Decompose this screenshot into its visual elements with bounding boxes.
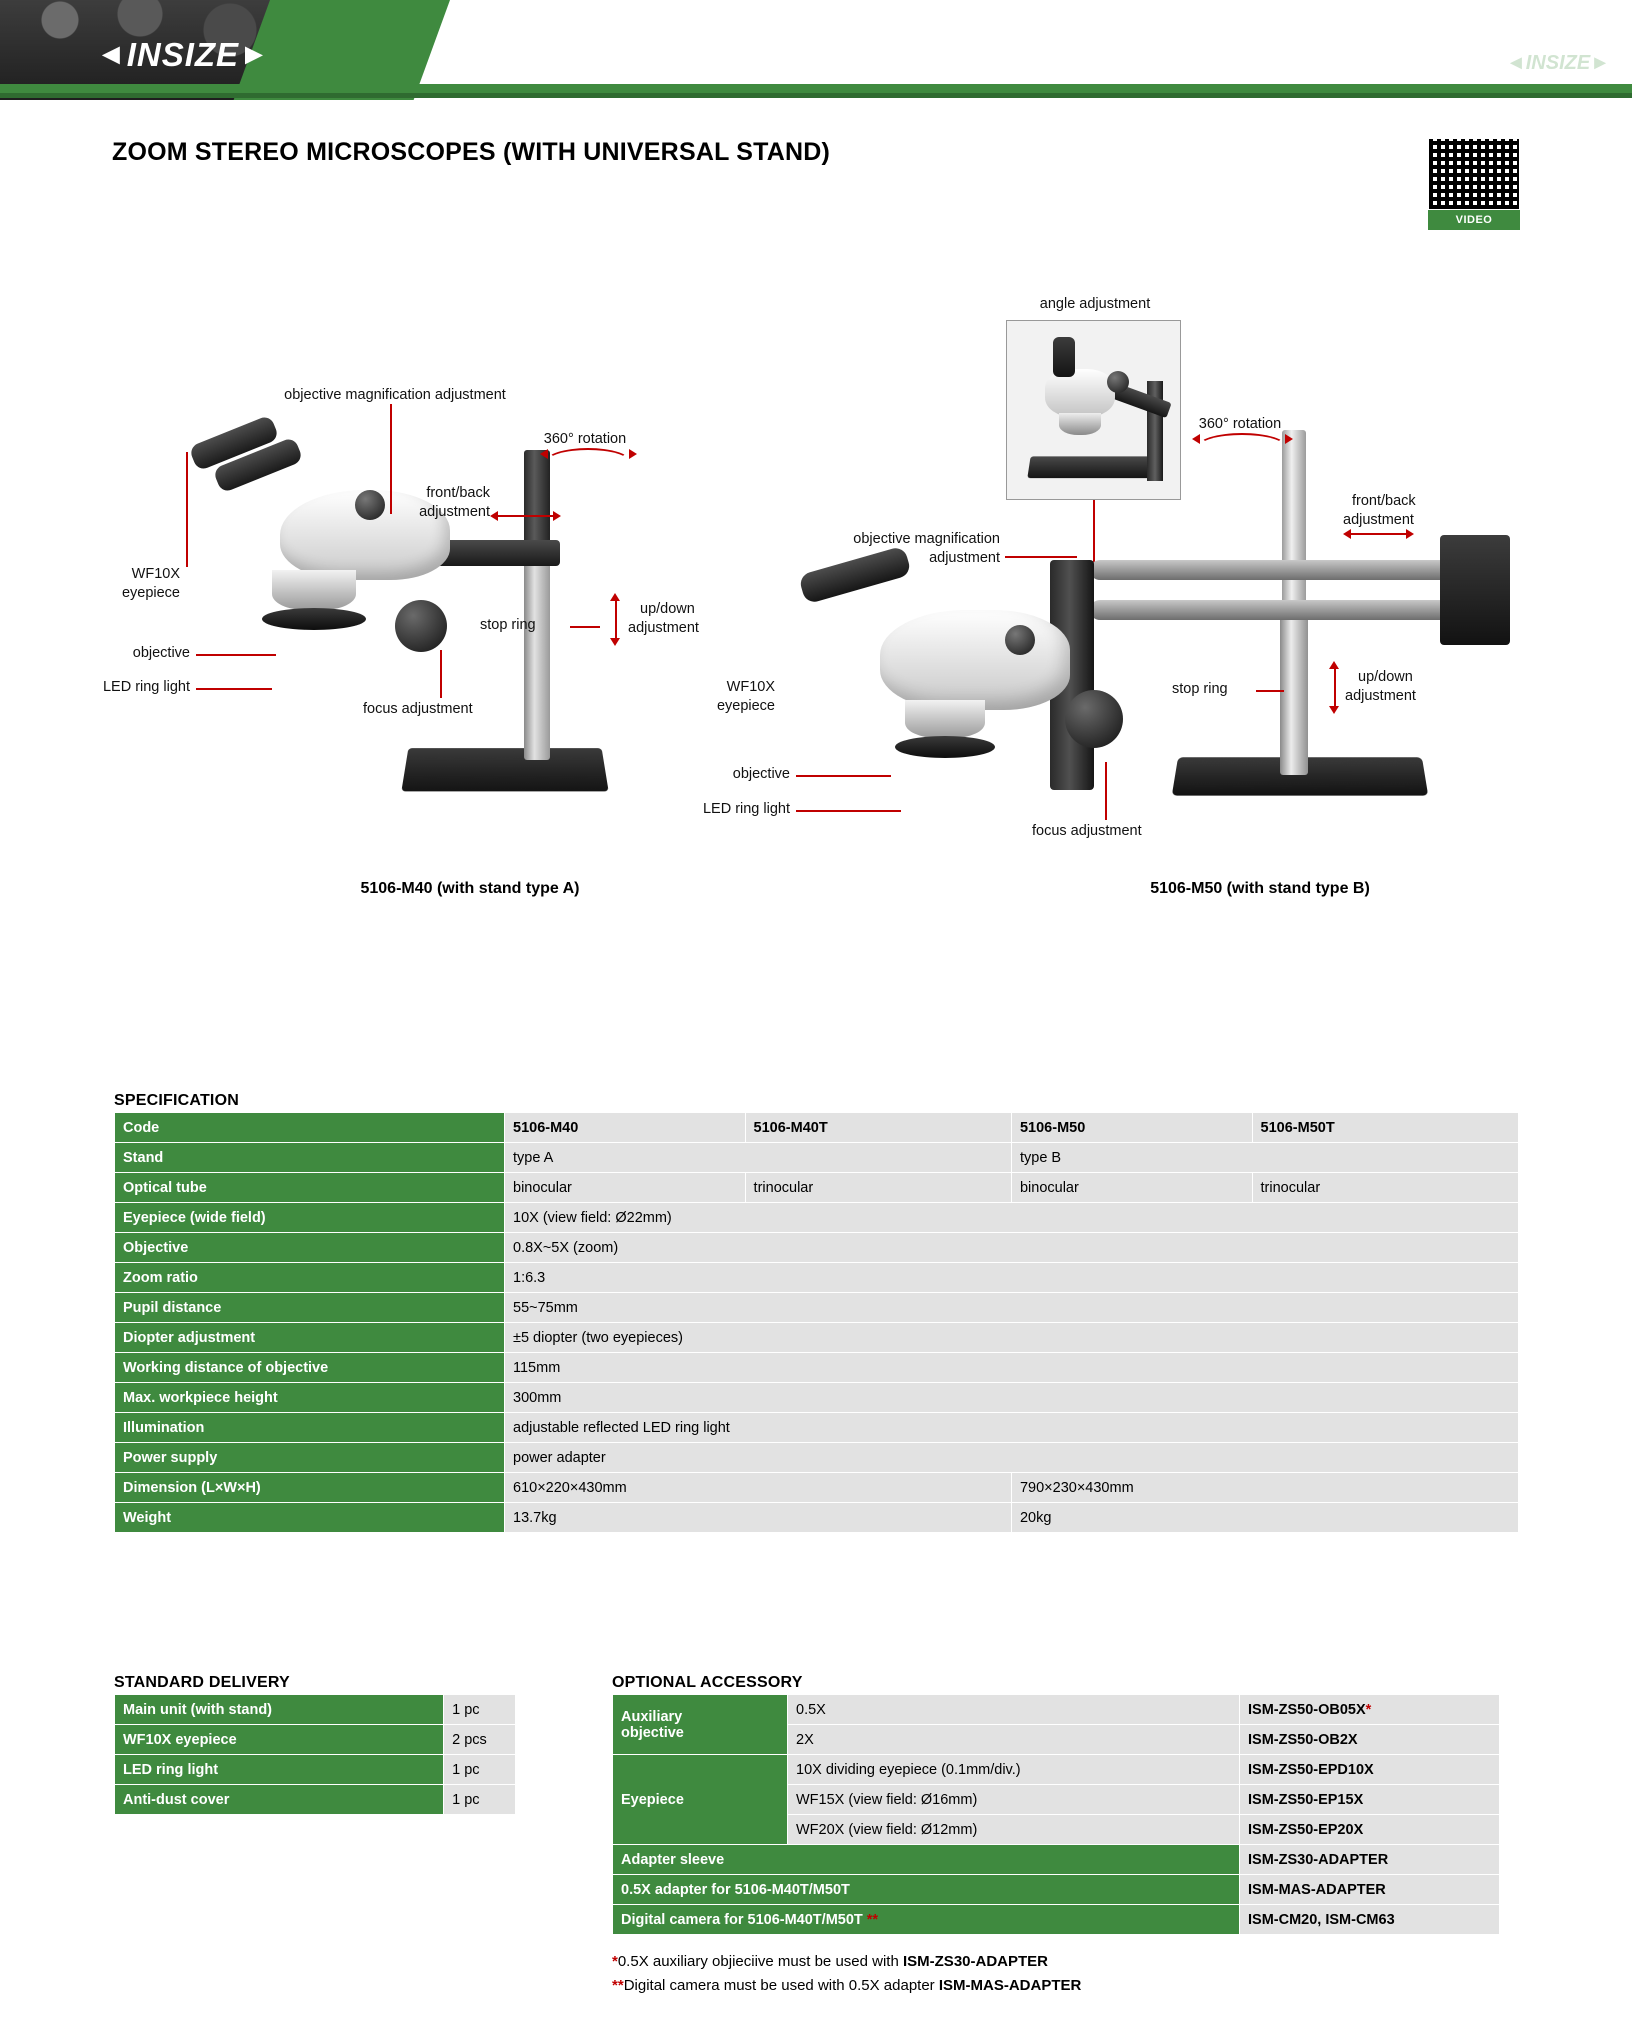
leader-objective-left: [196, 654, 276, 656]
label-up-down-right-line1: up/down: [1358, 669, 1413, 685]
spec-row-label: Optical tube: [115, 1173, 505, 1203]
inset-objective: [1059, 413, 1101, 435]
spec-row-value: 115mm: [505, 1353, 1519, 1383]
spec-row-value: 5106-M50T: [1252, 1113, 1518, 1143]
standard-delivery-title: STANDARD DELIVERY: [114, 1674, 290, 1691]
spec-row-value: trinocular: [1252, 1173, 1518, 1203]
label-focus-adjustment-left: focus adjustment: [363, 701, 473, 717]
optional-accessory-code: ISM-MAS-ADAPTER: [1240, 1875, 1500, 1905]
optional-accessory-description: Digital camera for 5106-M40T/M50T **: [613, 1905, 1240, 1935]
insize-logo-watermark: [1506, 52, 1610, 75]
stand-b-objective: [905, 700, 985, 738]
footnote-2-code: ISM-MAS-ADAPTER: [938, 1977, 1082, 1994]
spec-row: [115, 1173, 1519, 1203]
down-arrow-left: [610, 638, 620, 646]
label-wf10x-eyepiece-right-line2: eyepiece: [716, 698, 775, 714]
up-arrow-left: [610, 593, 620, 601]
label-angle-adjustment: angle adjustment: [1039, 296, 1151, 312]
stand-a-led-ring-light: [262, 608, 366, 630]
leader-front-back-left: [495, 515, 555, 517]
optional-accessory-group-label: Auxiliary objective: [613, 1695, 788, 1755]
label-up-down-right-line2: adjustment: [1345, 688, 1416, 704]
label-focus-adjustment-right: focus adjustment: [1032, 823, 1142, 839]
rotation-arc-right: [1197, 433, 1287, 461]
leader-angle-adjustment: [1093, 500, 1095, 570]
spec-row-value: 300mm: [505, 1383, 1519, 1413]
logo-left-arrow-icon: ◄: [96, 38, 127, 71]
optional-accessory-code: ISM-ZS50-EP20X: [1240, 1815, 1500, 1845]
label-wf10x-eyepiece-right-line1: WF10X: [726, 679, 775, 695]
spec-row-value: type B: [1011, 1143, 1518, 1173]
caption-5106-m50: 5106-M50 (with stand type B): [1150, 880, 1370, 897]
optional-accessory-code-star: *: [1365, 1701, 1372, 1718]
standard-delivery-qty: 2 pcs: [444, 1725, 516, 1755]
label-wf10x-eyepiece-left-line2: eyepiece: [121, 585, 180, 601]
spec-row-label: Max. workpiece height: [115, 1383, 505, 1413]
optional-accessory-description: WF20X (view field: Ø12mm): [788, 1815, 1240, 1845]
rotation-arrow-right-b: [1285, 434, 1293, 444]
spec-row-label: Eyepiece (wide field): [115, 1203, 505, 1233]
qr-code-icon: [1428, 138, 1520, 210]
down-arrow-right: [1329, 706, 1339, 714]
logo-watermark-text: INSIZE: [1525, 52, 1591, 74]
standard-delivery-item: WF10X eyepiece: [115, 1725, 444, 1755]
standard-delivery-table: [114, 1694, 516, 1815]
spec-row-value: 20kg: [1011, 1503, 1518, 1533]
front-back-arrow-left-b: [553, 511, 561, 521]
spec-row: [115, 1323, 1519, 1353]
optional-accessory-row: [613, 1875, 1500, 1905]
spec-row: [115, 1293, 1519, 1323]
optional-accessory-description: 2X: [788, 1725, 1240, 1755]
rotation-arc-left: [545, 448, 631, 476]
optional-accessory-description-star: **: [862, 1911, 879, 1928]
standard-delivery-qty: 1 pc: [444, 1695, 516, 1725]
optional-accessory-code: ISM-ZS50-OB05X*: [1240, 1695, 1500, 1725]
spec-row-label: Working distance of objective: [115, 1353, 505, 1383]
standard-delivery-item: Anti-dust cover: [115, 1785, 444, 1815]
label-stop-ring-right: stop ring: [1172, 681, 1228, 697]
label-front-back-left-line2: adjustment: [419, 504, 490, 520]
leader-led-left: [196, 688, 272, 690]
optional-accessory-row: [613, 1695, 1500, 1725]
optional-accessory-code: ISM-ZS50-EPD10X: [1240, 1755, 1500, 1785]
optional-accessory-footnotes: [612, 1950, 1081, 1998]
insize-logo: [96, 36, 270, 74]
stand-a-post-lower: [524, 560, 550, 760]
footnote-2: [612, 1974, 1081, 1998]
front-back-arrow-left-a: [490, 511, 498, 521]
inset-base: [1027, 456, 1160, 478]
spec-row: [115, 1203, 1519, 1233]
spec-row-label: Zoom ratio: [115, 1263, 505, 1293]
spec-row-value: adjustable reflected LED ring light: [505, 1413, 1519, 1443]
spec-row-value: binocular: [1011, 1173, 1252, 1203]
label-led-ring-light-left: LED ring light: [102, 679, 190, 695]
label-objective-left: objective: [132, 645, 190, 661]
stand-b-post-upper: [1282, 430, 1306, 610]
spec-row-value: 13.7kg: [505, 1503, 1012, 1533]
leader-objective-right: [796, 775, 891, 777]
label-360-rotation-left: 360° rotation: [543, 431, 627, 447]
qr-video-link[interactable]: [1428, 138, 1520, 230]
footnote-2-text: Digital camera must be used with 0.5X adapter: [623, 1977, 939, 1994]
optional-accessory-row: [613, 1905, 1500, 1935]
standard-delivery-qty: 1 pc: [444, 1755, 516, 1785]
page-header: [0, 0, 1632, 100]
spec-row-value: 0.8X~5X (zoom): [505, 1233, 1519, 1263]
label-stop-ring-left: stop ring: [480, 617, 536, 633]
footnote-1: [612, 1950, 1081, 1974]
spec-row-value: 5106-M40T: [745, 1113, 1011, 1143]
spec-row: [115, 1263, 1519, 1293]
standard-delivery-row: [115, 1785, 516, 1815]
stand-b-bar-upper: [1090, 560, 1490, 580]
stand-b-zoom-knob: [1005, 625, 1035, 655]
header-green-band: [0, 84, 1632, 93]
leader-up-down-left: [615, 600, 617, 638]
optional-accessory-code: ISM-ZS50-EP15X: [1240, 1785, 1500, 1815]
standard-delivery-row: [115, 1695, 516, 1725]
optional-accessory-description: 0.5X adapter for 5106-M40T/M50T: [613, 1875, 1240, 1905]
front-back-arrow-right-a: [1343, 529, 1351, 539]
stand-b-led-ring-light: [895, 736, 995, 758]
front-back-arrow-right-b: [1406, 529, 1414, 539]
specification-table: [114, 1112, 1519, 1533]
leader-focus-left: [440, 650, 442, 698]
leader-up-down-right: [1334, 668, 1336, 706]
spec-row-label: Power supply: [115, 1443, 505, 1473]
standard-delivery-row: [115, 1725, 516, 1755]
spec-row: [115, 1383, 1519, 1413]
optional-accessory-row: [613, 1755, 1500, 1785]
spec-row-label: Illumination: [115, 1413, 505, 1443]
logo-watermark-right-arrow-icon: ►: [1590, 52, 1610, 74]
spec-row-value: binocular: [505, 1173, 746, 1203]
spec-row-value: trinocular: [745, 1173, 1011, 1203]
stand-b-focus-knob: [1065, 690, 1123, 748]
label-front-back-right-line2: adjustment: [1343, 512, 1414, 528]
optional-accessory-description: Adapter sleeve: [613, 1845, 1240, 1875]
spec-row-value: 10X (view field: Ø22mm): [505, 1203, 1519, 1233]
spec-row-value: 610×220×430mm: [505, 1473, 1012, 1503]
spec-row: [115, 1143, 1519, 1173]
spec-row: [115, 1113, 1519, 1143]
label-360-rotation-right: 360° rotation: [1198, 416, 1282, 432]
logo-watermark-left-arrow-icon: ◄: [1505, 52, 1526, 74]
standard-delivery-qty: 1 pc: [444, 1785, 516, 1815]
optional-accessory-code: ISM-CM20, ISM-CM63: [1240, 1905, 1500, 1935]
spec-row-value: 790×230×430mm: [1011, 1473, 1518, 1503]
stand-b-post-lower: [1280, 600, 1308, 775]
footnote-1-star: *: [612, 1953, 618, 1970]
spec-row-value: 5106-M50: [1011, 1113, 1252, 1143]
inset-eyepiece: [1053, 337, 1075, 377]
label-front-back-right-line1: front/back: [1352, 493, 1416, 509]
angle-adjustment-inset: [1006, 320, 1181, 500]
rotation-arrow-left-a: [540, 449, 548, 459]
leader-led-right: [796, 810, 901, 812]
optional-accessory-group-label: Eyepiece: [613, 1755, 788, 1845]
up-arrow-right: [1329, 661, 1339, 669]
label-up-down-left-line1: up/down: [640, 601, 695, 617]
spec-row-label: Dimension (L×W×H): [115, 1473, 505, 1503]
logo-right-arrow-icon: ►: [239, 38, 270, 71]
label-wf10x-eyepiece-left-line1: WF10X: [131, 566, 180, 582]
spec-row-label: Code: [115, 1113, 505, 1143]
standard-delivery-item: Main unit (with stand): [115, 1695, 444, 1725]
spec-row-value: ±5 diopter (two eyepieces): [505, 1323, 1519, 1353]
optional-accessory-row: [613, 1845, 1500, 1875]
label-front-back-left-line1: front/back: [426, 485, 490, 501]
spec-row-value: 1:6.3: [505, 1263, 1519, 1293]
leader-obj-mag-right: [1005, 556, 1077, 558]
inset-knob: [1107, 371, 1129, 393]
spec-row-label: Diopter adjustment: [115, 1323, 505, 1353]
page-title: ZOOM STEREO MICROSCOPES (WITH UNIVERSAL STAND): [112, 138, 831, 166]
leader-front-back-right: [1348, 533, 1408, 535]
leader-stop-ring-right: [1256, 690, 1284, 692]
standard-delivery-item: LED ring light: [115, 1755, 444, 1785]
footnote-2-star: **: [612, 1977, 624, 1994]
label-objective-magnification-adjustment-right-line2: adjustment: [929, 550, 1000, 566]
stand-a-focus-knob: [395, 600, 447, 652]
spec-row: [115, 1353, 1519, 1383]
logo-text: INSIZE: [126, 36, 240, 73]
optional-accessory-description: 10X dividing eyepiece (0.1mm/div.): [788, 1755, 1240, 1785]
spec-row: [115, 1473, 1519, 1503]
spec-row-label: Objective: [115, 1233, 505, 1263]
spec-row: [115, 1233, 1519, 1263]
stand-a-base: [401, 748, 608, 791]
optional-accessory-table: [612, 1694, 1500, 1935]
spec-row-label: Stand: [115, 1143, 505, 1173]
optional-accessory-code: ISM-ZS50-OB2X: [1240, 1725, 1500, 1755]
caption-5106-m40: 5106-M40 (with stand type A): [360, 880, 580, 897]
rotation-arrow-right-a: [1192, 434, 1200, 444]
label-objective-magnification-adjustment-left: objective magnification adjustment: [284, 387, 506, 403]
label-objective-right: objective: [732, 766, 790, 782]
spec-row-label: Pupil distance: [115, 1293, 505, 1323]
stand-a-objective: [272, 570, 356, 610]
spec-row: [115, 1413, 1519, 1443]
leader-stop-ring-left: [570, 626, 600, 628]
optional-accessory-description: WF15X (view field: Ø16mm): [788, 1785, 1240, 1815]
spec-row-value: 55~75mm: [505, 1293, 1519, 1323]
standard-delivery-row: [115, 1755, 516, 1785]
video-badge-label: VIDEO: [1428, 210, 1520, 230]
optional-accessory-title: OPTIONAL ACCESSORY: [612, 1674, 803, 1691]
leader-focus-right: [1105, 762, 1107, 820]
label-led-ring-light-right: LED ring light: [702, 801, 790, 817]
spec-row-value: type A: [505, 1143, 1012, 1173]
optional-accessory-description: 0.5X: [788, 1695, 1240, 1725]
optional-accessory-code: ISM-ZS30-ADAPTER: [1240, 1845, 1500, 1875]
spec-row-label: Weight: [115, 1503, 505, 1533]
stand-b-bar-lower: [1090, 600, 1490, 620]
stand-b-block-right: [1440, 535, 1510, 645]
leader-eyepiece-left: [186, 452, 188, 567]
spec-row-value: 5106-M40: [505, 1113, 746, 1143]
footnote-1-text: 0.5X auxiliary objieciive must be used with: [617, 1953, 903, 1970]
label-objective-magnification-adjustment-right-line1: objective magnification: [853, 531, 1000, 547]
spec-row: [115, 1503, 1519, 1533]
footnote-1-code: ISM-ZS30-ADAPTER: [902, 1953, 1048, 1970]
specification-title: SPECIFICATION: [114, 1092, 239, 1109]
label-up-down-left-line2: adjustment: [628, 620, 699, 636]
stand-b-scope-body: [880, 610, 1070, 710]
spec-row-value: power adapter: [505, 1443, 1519, 1473]
rotation-arrow-left-b: [629, 449, 637, 459]
header-dark-band: [0, 93, 1632, 98]
spec-row: [115, 1443, 1519, 1473]
